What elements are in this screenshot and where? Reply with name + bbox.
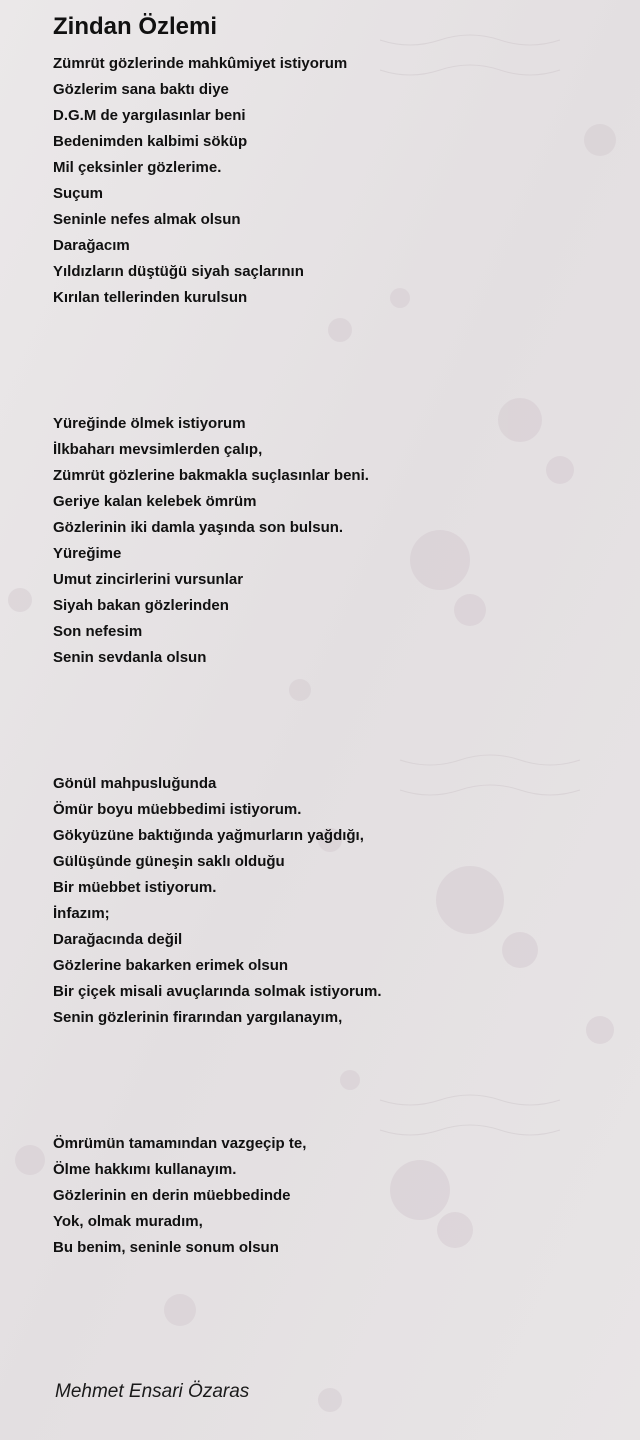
poem-line: Siyah bakan gözlerinden: [53, 597, 229, 614]
poem-line: Gözlerim sana baktı diye: [53, 81, 229, 98]
poem-line: Zümrüt gözlerinde mahkûmiyet istiyorum: [53, 55, 348, 72]
stanza-1: [53, 51, 347, 311]
poem-line: Gözlerinin en derin müebbedinde: [53, 1187, 291, 1204]
poem-line: Geriye kalan kelebek ömrüm: [53, 493, 257, 510]
poem-line: Senin gözlerinin firarından yargılanayım,: [53, 1009, 343, 1026]
poem-author: Mehmet Ensari Özaras: [55, 1381, 250, 1402]
poem-line: İlkbaharı mevsimlerden çalıp,: [53, 441, 263, 458]
poem-line: Darağacında değil: [53, 931, 183, 948]
poem-line: Umut zincirlerini vursunlar: [53, 571, 244, 588]
poem-line: Ömrümün tamamından vazgeçip te,: [53, 1135, 307, 1152]
poem-line: Yok, olmak muradım,: [53, 1213, 203, 1230]
poem-line: Zümrüt gözlerine bakmakla suçlasınlar beni.: [53, 467, 369, 484]
poem-line: Darağacım: [53, 237, 130, 254]
stanza-4: [53, 1131, 306, 1261]
poem-line: Mil çeksinler gözlerime.: [53, 159, 222, 176]
poem-line: Seninle nefes almak olsun: [53, 211, 241, 228]
poem-line: Gökyüzüne baktığında yağmurların yağdığı,: [53, 827, 364, 844]
poem-line: Kırılan tellerinden kurulsun: [53, 289, 248, 306]
poem-line: Bir müebbet istiyorum.: [53, 879, 217, 896]
poem-line: Ömür boyu müebbedimi istiyorum.: [53, 801, 302, 818]
poem-line: Bedenimden kalbimi söküp: [53, 133, 248, 150]
poem-line: Yüreğime: [53, 545, 122, 562]
poem-line: Yıldızların düştüğü siyah saçlarının: [53, 263, 304, 280]
poem-line: İnfazım;: [53, 905, 110, 922]
poem-line: Bir çiçek misali avuçlarında solmak istiyorum.: [53, 983, 382, 1000]
poem-line: Gözlerine bakarken erimek olsun: [53, 957, 289, 974]
stanza-3: [53, 771, 381, 1031]
poem-line: Ölme hakkımı kullanayım.: [53, 1161, 237, 1178]
poem-line: D.G.M de yargılasınlar beni: [53, 107, 246, 124]
poem-line: Son nefesim: [53, 623, 143, 640]
poem-line: Suçum: [53, 185, 104, 202]
poem-title: Zindan Özlemi: [53, 13, 218, 40]
poem-line: Senin sevdanla olsun: [53, 649, 207, 666]
poem-line: Yüreğinde ölmek istiyorum: [53, 415, 246, 432]
poem-line: Gönül mahpusluğunda: [53, 775, 217, 792]
poem-line: Gülüşünde güneşin saklı olduğu: [53, 853, 285, 870]
poem-line: Gözlerinin iki damla yaşında son bulsun.: [53, 519, 344, 536]
stanza-2: [53, 411, 369, 671]
poem-line: Bu benim, seninle sonum olsun: [53, 1239, 279, 1256]
